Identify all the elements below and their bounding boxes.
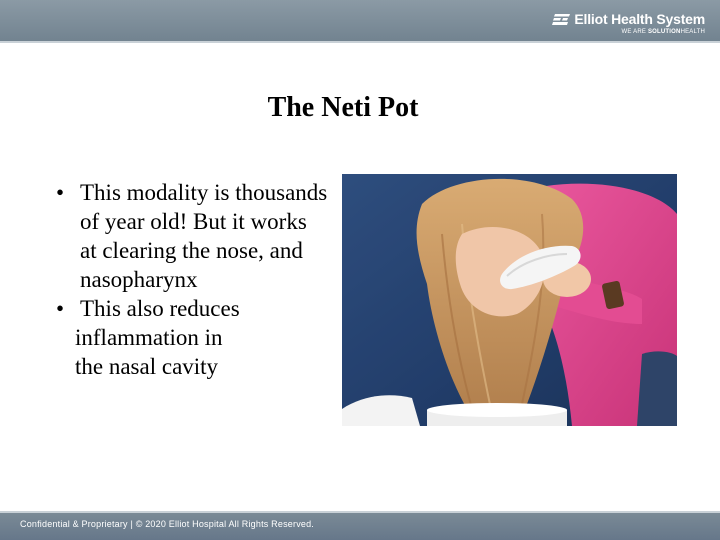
bullet-text-line: the nasal cavity (75, 354, 219, 379)
bullet-item (56, 178, 356, 294)
bullet-text-line: at clearing the nose, and (80, 238, 303, 263)
header-divider (0, 41, 720, 43)
tagline-suffix: HEALTH (680, 29, 705, 35)
bullet-text-line: inflammation in (75, 325, 223, 350)
bullet-list (56, 178, 356, 381)
neti-pot-illustration (342, 174, 677, 426)
elliot-health-logo (552, 11, 705, 35)
bullet-text-line: This also reduces (80, 296, 240, 321)
bullet-symbol: • (56, 180, 65, 205)
bullet-symbol: • (56, 296, 65, 321)
tagline-strong: SOLUTION (647, 29, 681, 35)
brand-tagline (552, 29, 705, 35)
bullet-text-line: nasopharynx (80, 267, 198, 292)
bullet-text-line: of year old! But it works (80, 209, 307, 234)
bullet-item (56, 294, 356, 381)
brand-name: Elliot Health System (574, 11, 705, 27)
slide-title: The Neti Pot (267, 92, 419, 123)
tagline-prefix: WE ARE (621, 29, 648, 35)
bullet-text-line: This modality is thousands (80, 180, 328, 205)
elliot-logo-icon (552, 14, 570, 25)
footer-copyright: Confidential & Proprietary | © 2020 Elliot Hospital All Rights Reserved. (20, 519, 315, 529)
neti-pot-photo (342, 174, 677, 426)
